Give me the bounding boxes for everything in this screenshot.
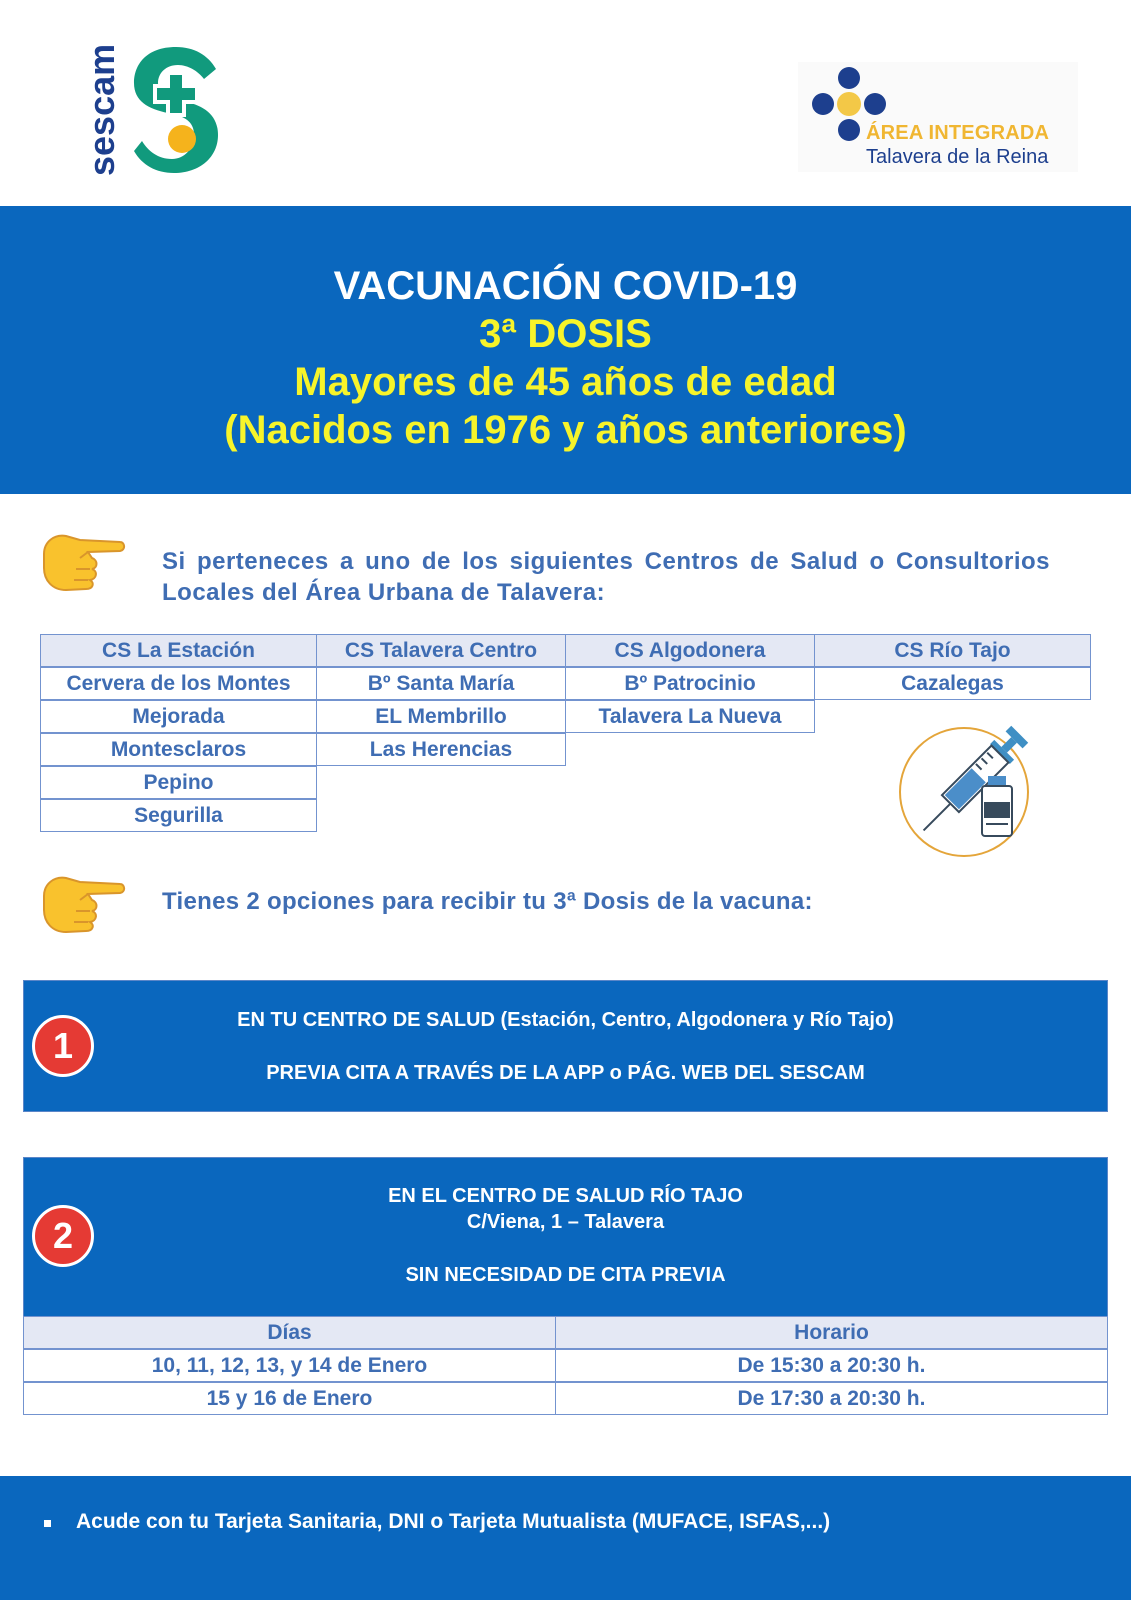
schedule-days-cell: 15 y 16 de Enero — [23, 1382, 556, 1415]
area-title: ÁREA INTEGRADA — [866, 122, 1050, 144]
banner-dose: 3ª DOSIS — [479, 312, 652, 356]
option-1-badge: 1 — [32, 1015, 94, 1077]
center-cell: Pepino — [40, 766, 317, 799]
center-cell: Mejorada — [40, 700, 317, 733]
bullet-icon — [44, 1520, 51, 1527]
sescam-s-icon — [128, 41, 224, 177]
sescam-logo — [81, 38, 226, 183]
option-1-location: EN TU CENTRO DE SALUD (Estación, Centro, Algodonera y Río Tajo) — [237, 1009, 894, 1031]
option-1-appointment: PREVIA CITA A TRAVÉS DE LA APP o PÁG. WEB DEL SESCAM — [266, 1062, 865, 1084]
center-header: CS Talavera Centro — [316, 634, 566, 667]
option-2-badge: 2 — [32, 1205, 94, 1267]
svg-text:sescam: sescam — [81, 43, 122, 176]
sescam-wordmark — [81, 38, 122, 178]
center-cell: Segurilla — [40, 799, 317, 832]
schedule-hours-cell: De 15:30 a 20:30 h. — [555, 1349, 1108, 1382]
center-cell: Cervera de los Montes — [40, 667, 317, 700]
option-1-box — [23, 980, 1108, 1112]
schedule-header: Días — [23, 1316, 556, 1349]
pointing-hand-icon — [40, 870, 126, 936]
center-header: CS La Estación — [40, 634, 317, 667]
banner-title: VACUNACIÓN COVID-19 — [333, 264, 798, 308]
center-cell: Bº Santa María — [316, 667, 566, 700]
center-header: CS Río Tajo — [814, 634, 1091, 667]
center-cell: Bº Patrocinio — [565, 667, 815, 700]
area-integrada-logo — [798, 62, 1078, 172]
footer-note: Acude con tu Tarjeta Sanitaria, DNI o Tarjeta Mutualista (MUFACE, ISFAS,...) — [76, 1510, 831, 1533]
syringe-vaccine-icon — [896, 718, 1036, 858]
option-2-location: EN EL CENTRO DE SALUD RÍO TAJO — [388, 1185, 743, 1207]
footer-banner — [0, 1476, 1131, 1600]
pointing-hand-icon — [40, 528, 126, 594]
banner-birth-years: (Nacidos en 1976 y años anteriores) — [224, 408, 907, 452]
center-cell: Cazalegas — [814, 667, 1091, 700]
center-cell: Las Herencias — [316, 733, 566, 766]
center-header: CS Algodonera — [565, 634, 815, 667]
options-intro-text: Tienes 2 opciones para recibir tu 3ª Dosis de la vacuna: — [162, 888, 813, 915]
intro-text: Si perteneces a uno de los siguientes Centros de Salud o Consultorios Locales del Área Urbana de Talavera: — [162, 548, 1050, 606]
schedule-days-cell: 10, 11, 12, 13, y 14 de Enero — [23, 1349, 556, 1382]
option-2-box — [23, 1157, 1108, 1317]
center-cell: Talavera La Nueva — [565, 700, 815, 733]
option-2-no-appointment: SIN NECESIDAD DE CITA PREVIA — [405, 1264, 726, 1286]
schedule-header: Horario — [555, 1316, 1108, 1349]
title-banner — [0, 206, 1131, 494]
area-subtitle: Talavera de la Reina — [866, 146, 1049, 168]
center-cell: Montesclaros — [40, 733, 317, 766]
banner-age: Mayores de 45 años de edad — [294, 360, 837, 404]
option-2-address: C/Viena, 1 – Talavera — [466, 1211, 665, 1233]
center-cell: EL Membrillo — [316, 700, 566, 733]
schedule-hours-cell: De 17:30 a 20:30 h. — [555, 1382, 1108, 1415]
